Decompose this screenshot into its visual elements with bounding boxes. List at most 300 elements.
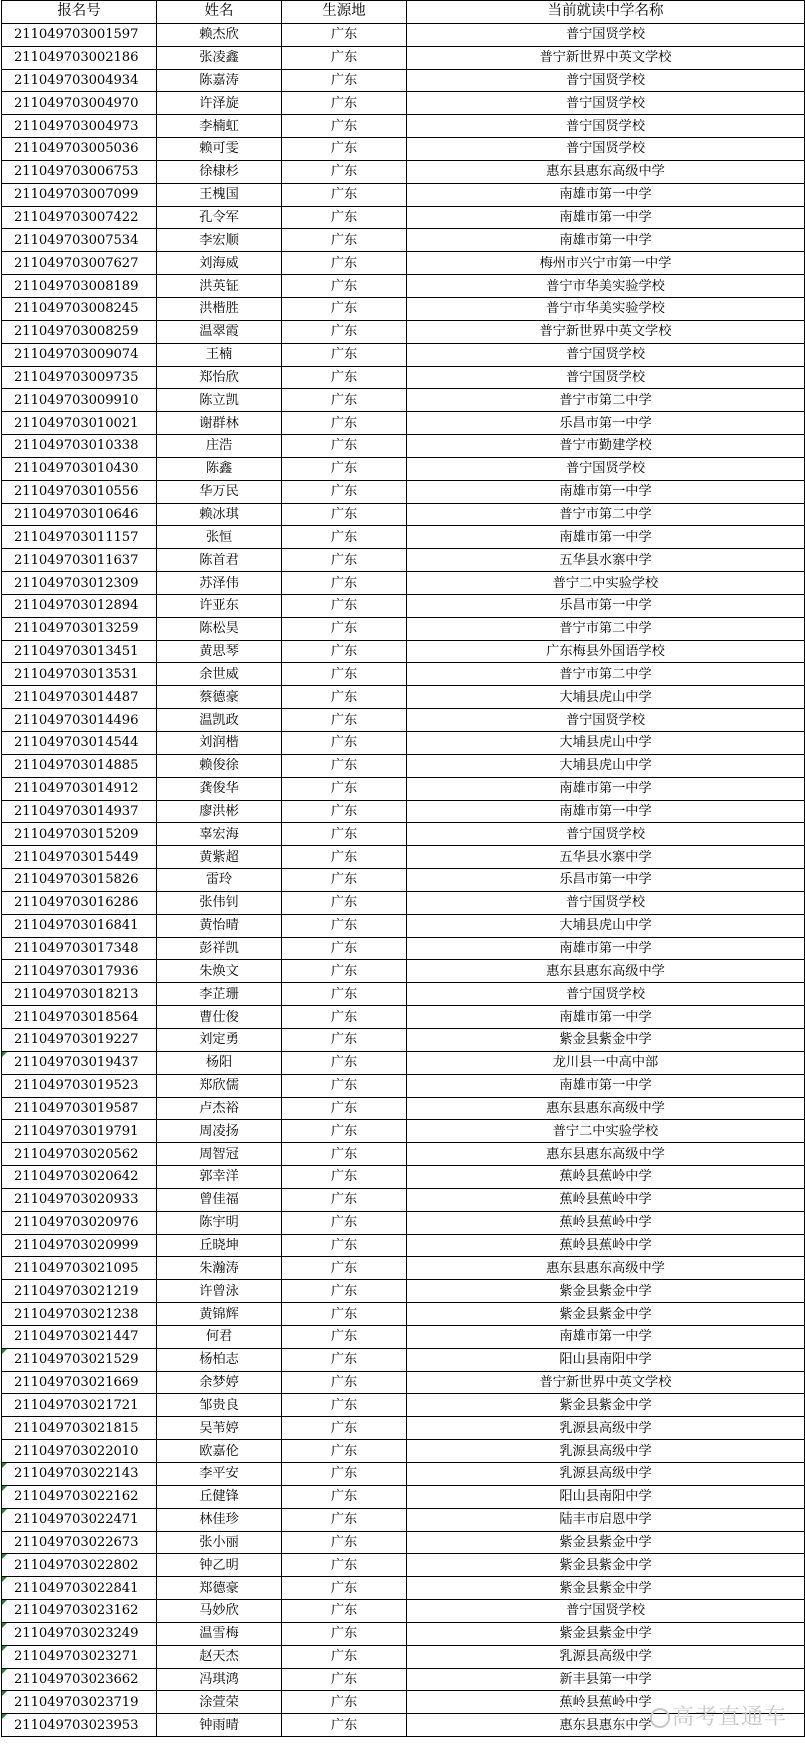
origin-cell: 广东 bbox=[282, 92, 407, 115]
name-cell: 洪楷胜 bbox=[157, 297, 282, 320]
origin-cell: 广东 bbox=[282, 1280, 407, 1303]
name-cell: 郭幸洋 bbox=[157, 1166, 282, 1189]
origin-cell: 广东 bbox=[282, 1097, 407, 1120]
name-cell: 温翠霞 bbox=[157, 320, 282, 343]
registration-number-cell: 211049703023162 bbox=[2, 1600, 157, 1623]
school-cell: 紫金县紫金中学 bbox=[407, 1554, 805, 1577]
name-cell: 许泽旋 bbox=[157, 92, 282, 115]
registration-number-cell: 211049703021447 bbox=[2, 1325, 157, 1348]
school-cell: 龙川县一中高中部 bbox=[407, 1051, 805, 1074]
school-cell: 惠东县惠东高级中学 bbox=[407, 1097, 805, 1120]
origin-cell: 广东 bbox=[282, 206, 407, 229]
table-row bbox=[2, 594, 805, 617]
registration-number-cell: 211049703008245 bbox=[2, 297, 157, 320]
name-cell: 徐棣杉 bbox=[157, 160, 282, 183]
school-cell: 普宁市华美实验学校 bbox=[407, 297, 805, 320]
table-row bbox=[2, 1463, 805, 1486]
origin-cell: 广东 bbox=[282, 891, 407, 914]
table-row bbox=[2, 160, 805, 183]
name-cell: 龚俊华 bbox=[157, 777, 282, 800]
name-cell: 许曾泳 bbox=[157, 1280, 282, 1303]
table-row bbox=[2, 480, 805, 503]
school-cell: 普宁市第二中学 bbox=[407, 617, 805, 640]
name-cell: 黄怡晴 bbox=[157, 914, 282, 937]
registration-number-cell: 211049703019227 bbox=[2, 1028, 157, 1051]
origin-cell: 广东 bbox=[282, 686, 407, 709]
name-cell: 丘晓坤 bbox=[157, 1234, 282, 1257]
origin-cell: 广东 bbox=[282, 115, 407, 138]
name-cell: 赖俊徐 bbox=[157, 754, 282, 777]
table-row bbox=[2, 526, 805, 549]
table-row bbox=[2, 617, 805, 640]
origin-cell: 广东 bbox=[282, 572, 407, 595]
origin-cell: 广东 bbox=[282, 1303, 407, 1326]
school-cell: 普宁国贤学校 bbox=[407, 366, 805, 389]
origin-cell: 广东 bbox=[282, 1120, 407, 1143]
name-cell: 陈立凯 bbox=[157, 389, 282, 412]
origin-cell: 广东 bbox=[282, 1622, 407, 1645]
school-cell: 普宁国贤学校 bbox=[407, 1600, 805, 1623]
registration-number-cell: 211049703011637 bbox=[2, 549, 157, 572]
name-cell: 林佳珍 bbox=[157, 1508, 282, 1531]
header-name: 姓名 bbox=[157, 1, 282, 24]
origin-cell: 广东 bbox=[282, 526, 407, 549]
registration-number-cell: 211049703021238 bbox=[2, 1303, 157, 1326]
table-row bbox=[2, 1166, 805, 1189]
name-cell: 洪英钲 bbox=[157, 275, 282, 298]
origin-cell: 广东 bbox=[282, 503, 407, 526]
school-cell: 阳山县南阳中学 bbox=[407, 1485, 805, 1508]
table-row bbox=[2, 1508, 805, 1531]
school-cell: 新丰县第一中学 bbox=[407, 1668, 805, 1691]
school-cell: 大埔县虎山中学 bbox=[407, 914, 805, 937]
school-cell: 紫金县紫金中学 bbox=[407, 1531, 805, 1554]
origin-cell: 广东 bbox=[282, 412, 407, 435]
table-row bbox=[2, 46, 805, 69]
name-cell: 廖洪彬 bbox=[157, 800, 282, 823]
origin-cell: 广东 bbox=[282, 754, 407, 777]
school-cell: 紫金县紫金中学 bbox=[407, 1028, 805, 1051]
origin-cell: 广东 bbox=[282, 1051, 407, 1074]
name-cell: 吴苇婷 bbox=[157, 1417, 282, 1440]
school-cell: 普宁国贤学校 bbox=[407, 891, 805, 914]
origin-cell: 广东 bbox=[282, 1143, 407, 1166]
origin-cell: 广东 bbox=[282, 183, 407, 206]
origin-cell: 广东 bbox=[282, 1600, 407, 1623]
name-cell: 郑怡欣 bbox=[157, 366, 282, 389]
name-cell: 欧嘉伦 bbox=[157, 1440, 282, 1463]
school-cell: 南雄市第一中学 bbox=[407, 937, 805, 960]
school-cell: 普宁二中实验学校 bbox=[407, 1120, 805, 1143]
school-cell: 五华县水寨中学 bbox=[407, 846, 805, 869]
school-cell: 广东梅县外国语学校 bbox=[407, 640, 805, 663]
registration-number-cell: 211049703001597 bbox=[2, 23, 157, 46]
origin-cell: 广东 bbox=[282, 69, 407, 92]
name-cell: 周凌扬 bbox=[157, 1120, 282, 1143]
origin-cell: 广东 bbox=[282, 1188, 407, 1211]
table-row bbox=[2, 320, 805, 343]
origin-cell: 广东 bbox=[282, 297, 407, 320]
table-row bbox=[2, 754, 805, 777]
school-cell: 普宁新世界中英文学校 bbox=[407, 1371, 805, 1394]
name-cell: 张伟钊 bbox=[157, 891, 282, 914]
origin-cell: 广东 bbox=[282, 1371, 407, 1394]
school-cell: 普宁市华美实验学校 bbox=[407, 275, 805, 298]
table-row bbox=[2, 115, 805, 138]
school-cell: 紫金县紫金中学 bbox=[407, 1303, 805, 1326]
registration-number-cell: 211049703007534 bbox=[2, 229, 157, 252]
registration-number-cell: 211049703010021 bbox=[2, 412, 157, 435]
table-row bbox=[2, 1622, 805, 1645]
name-cell: 曾佳福 bbox=[157, 1188, 282, 1211]
school-cell: 普宁国贤学校 bbox=[407, 115, 805, 138]
registration-number-cell: 211049703020562 bbox=[2, 1143, 157, 1166]
header-row bbox=[2, 1, 805, 24]
name-cell: 杨阳 bbox=[157, 1051, 282, 1074]
school-cell: 五华县水寨中学 bbox=[407, 549, 805, 572]
table-row bbox=[2, 891, 805, 914]
name-cell: 朱焕文 bbox=[157, 960, 282, 983]
origin-cell: 广东 bbox=[282, 1645, 407, 1668]
table-row bbox=[2, 457, 805, 480]
origin-cell: 广东 bbox=[282, 1166, 407, 1189]
registration-number-cell: 211049703016286 bbox=[2, 891, 157, 914]
name-cell: 彭祥凯 bbox=[157, 937, 282, 960]
school-cell: 惠东县惠东中学 bbox=[407, 1714, 805, 1737]
registration-number-cell: 211049703020933 bbox=[2, 1188, 157, 1211]
school-cell: 普宁市第二中学 bbox=[407, 663, 805, 686]
school-cell: 蕉岭县蕉岭中学 bbox=[407, 1211, 805, 1234]
origin-cell: 广东 bbox=[282, 1028, 407, 1051]
registration-number-cell: 211049703020976 bbox=[2, 1211, 157, 1234]
origin-cell: 广东 bbox=[282, 663, 407, 686]
name-cell: 余梦婷 bbox=[157, 1371, 282, 1394]
table-row bbox=[2, 389, 805, 412]
school-cell: 蕉岭县蕉岭中学 bbox=[407, 1234, 805, 1257]
origin-cell: 广东 bbox=[282, 480, 407, 503]
name-cell: 刘海威 bbox=[157, 252, 282, 275]
school-cell: 普宁国贤学校 bbox=[407, 823, 805, 846]
name-cell: 李平安 bbox=[157, 1463, 282, 1486]
table-row bbox=[2, 252, 805, 275]
name-cell: 温凯政 bbox=[157, 709, 282, 732]
school-cell: 陆丰市启恩中学 bbox=[407, 1508, 805, 1531]
table-row bbox=[2, 366, 805, 389]
origin-cell: 广东 bbox=[282, 229, 407, 252]
school-cell: 乐昌市第一中学 bbox=[407, 869, 805, 892]
name-cell: 赖可雯 bbox=[157, 138, 282, 161]
school-cell: 阳山县南阳中学 bbox=[407, 1348, 805, 1371]
registration-number-cell: 211049703010556 bbox=[2, 480, 157, 503]
table-body bbox=[2, 23, 805, 1736]
name-cell: 杨柏志 bbox=[157, 1348, 282, 1371]
school-cell: 惠东县惠东高级中学 bbox=[407, 1257, 805, 1280]
school-cell: 南雄市第一中学 bbox=[407, 206, 805, 229]
school-cell: 大埔县虎山中学 bbox=[407, 732, 805, 755]
name-cell: 孔令军 bbox=[157, 206, 282, 229]
origin-cell: 广东 bbox=[282, 343, 407, 366]
school-cell: 蕉岭县蕉岭中学 bbox=[407, 1188, 805, 1211]
school-cell: 普宁国贤学校 bbox=[407, 138, 805, 161]
origin-cell: 广东 bbox=[282, 914, 407, 937]
origin-cell: 广东 bbox=[282, 138, 407, 161]
name-cell: 曹仕俊 bbox=[157, 1006, 282, 1029]
registration-number-cell: 211049703013259 bbox=[2, 617, 157, 640]
origin-cell: 广东 bbox=[282, 1463, 407, 1486]
table-row bbox=[2, 1531, 805, 1554]
origin-cell: 广东 bbox=[282, 366, 407, 389]
table-row bbox=[2, 1303, 805, 1326]
name-cell: 马妙欣 bbox=[157, 1600, 282, 1623]
registration-number-cell: 211049703018564 bbox=[2, 1006, 157, 1029]
registration-number-cell: 211049703021095 bbox=[2, 1257, 157, 1280]
table-row bbox=[2, 869, 805, 892]
registration-number-cell: 211049703012309 bbox=[2, 572, 157, 595]
school-cell: 南雄市第一中学 bbox=[407, 183, 805, 206]
registration-number-cell: 211049703023271 bbox=[2, 1645, 157, 1668]
registration-number-cell: 211049703015209 bbox=[2, 823, 157, 846]
school-cell: 惠东县惠东高级中学 bbox=[407, 960, 805, 983]
origin-cell: 广东 bbox=[282, 1714, 407, 1737]
origin-cell: 广东 bbox=[282, 1691, 407, 1714]
name-cell: 赵天杰 bbox=[157, 1645, 282, 1668]
origin-cell: 广东 bbox=[282, 617, 407, 640]
registration-number-cell: 211049703014487 bbox=[2, 686, 157, 709]
origin-cell: 广东 bbox=[282, 275, 407, 298]
registration-number-cell: 211049703022673 bbox=[2, 1531, 157, 1554]
origin-cell: 广东 bbox=[282, 1485, 407, 1508]
registration-number-cell: 211049703019587 bbox=[2, 1097, 157, 1120]
table-row bbox=[2, 138, 805, 161]
name-cell: 谢群林 bbox=[157, 412, 282, 435]
school-cell: 南雄市第一中学 bbox=[407, 1325, 805, 1348]
admission-list-table bbox=[1, 0, 805, 1737]
school-cell: 紫金县紫金中学 bbox=[407, 1280, 805, 1303]
table-row bbox=[2, 503, 805, 526]
table-row bbox=[2, 297, 805, 320]
name-cell: 张小丽 bbox=[157, 1531, 282, 1554]
table-row bbox=[2, 1028, 805, 1051]
origin-cell: 广东 bbox=[282, 640, 407, 663]
registration-number-cell: 211049703022841 bbox=[2, 1577, 157, 1600]
origin-cell: 广东 bbox=[282, 1440, 407, 1463]
registration-number-cell: 211049703014544 bbox=[2, 732, 157, 755]
name-cell: 张凌鑫 bbox=[157, 46, 282, 69]
table-row bbox=[2, 69, 805, 92]
table-row bbox=[2, 183, 805, 206]
origin-cell: 广东 bbox=[282, 389, 407, 412]
table-row bbox=[2, 229, 805, 252]
school-cell: 乐昌市第一中学 bbox=[407, 594, 805, 617]
origin-cell: 广东 bbox=[282, 1074, 407, 1097]
origin-cell: 广东 bbox=[282, 869, 407, 892]
school-cell: 南雄市第一中学 bbox=[407, 777, 805, 800]
registration-number-cell: 211049703021815 bbox=[2, 1417, 157, 1440]
origin-cell: 广东 bbox=[282, 823, 407, 846]
registration-number-cell: 211049703010430 bbox=[2, 457, 157, 480]
name-cell: 李芷珊 bbox=[157, 983, 282, 1006]
name-cell: 张恒 bbox=[157, 526, 282, 549]
name-cell: 陈鑫 bbox=[157, 457, 282, 480]
name-cell: 涂萱荣 bbox=[157, 1691, 282, 1714]
origin-cell: 广东 bbox=[282, 46, 407, 69]
registration-number-cell: 211049703004973 bbox=[2, 115, 157, 138]
origin-cell: 广东 bbox=[282, 1417, 407, 1440]
table-row bbox=[2, 549, 805, 572]
name-cell: 余世威 bbox=[157, 663, 282, 686]
watermark-text: 高考直通车 bbox=[671, 1705, 787, 1730]
school-cell: 南雄市第一中学 bbox=[407, 800, 805, 823]
registration-number-cell: 211049703006753 bbox=[2, 160, 157, 183]
school-cell: 大埔县虎山中学 bbox=[407, 754, 805, 777]
name-cell: 蔡德豪 bbox=[157, 686, 282, 709]
table-row bbox=[2, 1645, 805, 1668]
registration-number-cell: 211049703010338 bbox=[2, 435, 157, 458]
school-cell: 惠东县惠东高级中学 bbox=[407, 1143, 805, 1166]
name-cell: 李楠虹 bbox=[157, 115, 282, 138]
table-row bbox=[2, 983, 805, 1006]
name-cell: 温雪梅 bbox=[157, 1622, 282, 1645]
registration-number-cell: 211049703019523 bbox=[2, 1074, 157, 1097]
table-row bbox=[2, 1120, 805, 1143]
table-row bbox=[2, 1554, 805, 1577]
school-cell: 紫金县紫金中学 bbox=[407, 1577, 805, 1600]
origin-cell: 广东 bbox=[282, 252, 407, 275]
table-row bbox=[2, 1051, 805, 1074]
origin-cell: 广东 bbox=[282, 1325, 407, 1348]
school-cell: 普宁国贤学校 bbox=[407, 343, 805, 366]
school-cell: 乳源县高级中学 bbox=[407, 1463, 805, 1486]
name-cell: 黄锦辉 bbox=[157, 1303, 282, 1326]
origin-cell: 广东 bbox=[282, 1211, 407, 1234]
table-row bbox=[2, 1074, 805, 1097]
table-row bbox=[2, 572, 805, 595]
school-cell: 普宁市勤建学校 bbox=[407, 435, 805, 458]
table-row bbox=[2, 732, 805, 755]
origin-cell: 广东 bbox=[282, 709, 407, 732]
origin-cell: 广东 bbox=[282, 457, 407, 480]
name-cell: 陈首君 bbox=[157, 549, 282, 572]
table-row bbox=[2, 275, 805, 298]
registration-number-cell: 211049703019791 bbox=[2, 1120, 157, 1143]
origin-cell: 广东 bbox=[282, 435, 407, 458]
name-cell: 卢杰裕 bbox=[157, 1097, 282, 1120]
origin-cell: 广东 bbox=[282, 1531, 407, 1554]
registration-number-cell: 211049703023662 bbox=[2, 1668, 157, 1691]
name-cell: 辜宏海 bbox=[157, 823, 282, 846]
table-row bbox=[2, 1371, 805, 1394]
school-cell: 普宁国贤学校 bbox=[407, 92, 805, 115]
name-cell: 华万民 bbox=[157, 480, 282, 503]
registration-number-cell: 211049703012894 bbox=[2, 594, 157, 617]
origin-cell: 广东 bbox=[282, 777, 407, 800]
school-cell: 乳源县高级中学 bbox=[407, 1645, 805, 1668]
name-cell: 王楠 bbox=[157, 343, 282, 366]
registration-number-cell: 211049703016841 bbox=[2, 914, 157, 937]
table-row bbox=[2, 937, 805, 960]
name-cell: 苏泽伟 bbox=[157, 572, 282, 595]
origin-cell: 广东 bbox=[282, 1234, 407, 1257]
registration-number-cell: 211049703018213 bbox=[2, 983, 157, 1006]
table-row bbox=[2, 1668, 805, 1691]
name-cell: 丘健锋 bbox=[157, 1485, 282, 1508]
origin-cell: 广东 bbox=[282, 800, 407, 823]
name-cell: 冯琪鸿 bbox=[157, 1668, 282, 1691]
origin-cell: 广东 bbox=[282, 1668, 407, 1691]
school-cell: 大埔县虎山中学 bbox=[407, 686, 805, 709]
name-cell: 赖杰欣 bbox=[157, 23, 282, 46]
table-row bbox=[2, 960, 805, 983]
school-cell: 普宁市第二中学 bbox=[407, 503, 805, 526]
registration-number-cell: 211049703007422 bbox=[2, 206, 157, 229]
name-cell: 郑欣儒 bbox=[157, 1074, 282, 1097]
school-cell: 紫金县紫金中学 bbox=[407, 1394, 805, 1417]
school-cell: 南雄市第一中学 bbox=[407, 1006, 805, 1029]
registration-number-cell: 211049703014912 bbox=[2, 777, 157, 800]
registration-number-cell: 211049703007627 bbox=[2, 252, 157, 275]
registration-number-cell: 211049703014937 bbox=[2, 800, 157, 823]
registration-number-cell: 211049703009735 bbox=[2, 366, 157, 389]
table-row bbox=[2, 1280, 805, 1303]
table-row bbox=[2, 412, 805, 435]
table-row bbox=[2, 914, 805, 937]
watermark bbox=[650, 1700, 787, 1731]
registration-number-cell: 211049703022802 bbox=[2, 1554, 157, 1577]
registration-number-cell: 211049703021219 bbox=[2, 1280, 157, 1303]
school-cell: 普宁国贤学校 bbox=[407, 457, 805, 480]
registration-number-cell: 211049703020642 bbox=[2, 1166, 157, 1189]
name-cell: 庄浩 bbox=[157, 435, 282, 458]
name-cell: 王槐国 bbox=[157, 183, 282, 206]
table-row bbox=[2, 640, 805, 663]
name-cell: 刘润楷 bbox=[157, 732, 282, 755]
table-row bbox=[2, 1211, 805, 1234]
registration-number-cell: 211049703021669 bbox=[2, 1371, 157, 1394]
school-cell: 紫金县紫金中学 bbox=[407, 1622, 805, 1645]
name-cell: 邹贵良 bbox=[157, 1394, 282, 1417]
table-row bbox=[2, 1348, 805, 1371]
table-row bbox=[2, 1006, 805, 1029]
registration-number-cell: 211049703004934 bbox=[2, 69, 157, 92]
registration-number-cell: 211049703022471 bbox=[2, 1508, 157, 1531]
school-cell: 梅州市兴宁市第一中学 bbox=[407, 252, 805, 275]
name-cell: 陈嘉涛 bbox=[157, 69, 282, 92]
registration-number-cell: 211049703014885 bbox=[2, 754, 157, 777]
school-cell: 南雄市第一中学 bbox=[407, 480, 805, 503]
registration-number-cell: 211049703013451 bbox=[2, 640, 157, 663]
origin-cell: 广东 bbox=[282, 1577, 407, 1600]
registration-number-cell: 211049703017936 bbox=[2, 960, 157, 983]
school-cell: 普宁国贤学校 bbox=[407, 23, 805, 46]
origin-cell: 广东 bbox=[282, 1394, 407, 1417]
origin-cell: 广东 bbox=[282, 320, 407, 343]
name-cell: 赖冰琪 bbox=[157, 503, 282, 526]
origin-cell: 广东 bbox=[282, 1257, 407, 1280]
registration-number-cell: 211049703019437 bbox=[2, 1051, 157, 1074]
school-cell: 南雄市第一中学 bbox=[407, 1074, 805, 1097]
table-row bbox=[2, 1188, 805, 1211]
school-cell: 惠东县惠东高级中学 bbox=[407, 160, 805, 183]
table-row bbox=[2, 1394, 805, 1417]
registration-number-cell: 211049703005036 bbox=[2, 138, 157, 161]
school-cell: 乳源县高级中学 bbox=[407, 1440, 805, 1463]
school-cell: 普宁市第二中学 bbox=[407, 389, 805, 412]
origin-cell: 广东 bbox=[282, 1508, 407, 1531]
registration-number-cell: 211049703021529 bbox=[2, 1348, 157, 1371]
school-cell: 普宁新世界中英文学校 bbox=[407, 320, 805, 343]
origin-cell: 广东 bbox=[282, 983, 407, 1006]
school-cell: 蕉岭县蕉岭中学 bbox=[407, 1691, 805, 1714]
